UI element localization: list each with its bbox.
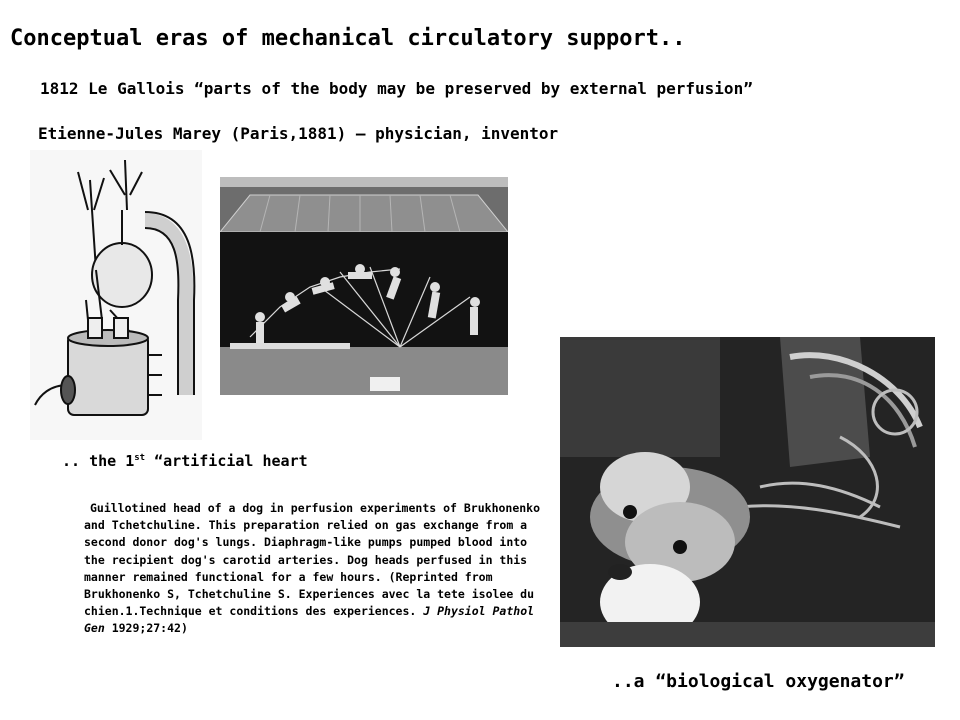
artificial-heart-apparatus-image bbox=[30, 150, 202, 440]
artificial-heart-caption: .. the 1st “artificial heart bbox=[62, 452, 308, 470]
marey-line: Etienne-Jules Marey (Paris,1881) – physician, inventor bbox=[38, 124, 559, 143]
biological-oxygenator-caption: ..a “biological oxygenator” bbox=[612, 671, 905, 692]
chronophotograph-image bbox=[220, 177, 508, 395]
journal-name: J Physiol Pathol Gen bbox=[84, 604, 535, 636]
perfused-dog-head-image bbox=[560, 337, 935, 647]
experiment-description: Guillotined head of a dog in perfusion experiments of Brukhonenko and Tchetchuline. This preparation relied on gas exchange from a second donor dog's lungs. Diaphragm-like pumps pumped blood into the recipient dog's carotid arteries. Dog heads perfused in this manner remained functional for a few hours. (Reprinted from Brukhonenko S, Tchetchuline S. Experiences avec la tete isolee du chien.1.Technique et conditions des experiences. J Physiol Pathol Gen 1929;27:42) bbox=[84, 501, 541, 636]
slide-title: Conceptual eras of mechanical circulatory support.. bbox=[10, 26, 686, 51]
le-gallois-quote: 1812 Le Gallois “parts of the body may be preserved by external perfusion” bbox=[40, 79, 753, 98]
